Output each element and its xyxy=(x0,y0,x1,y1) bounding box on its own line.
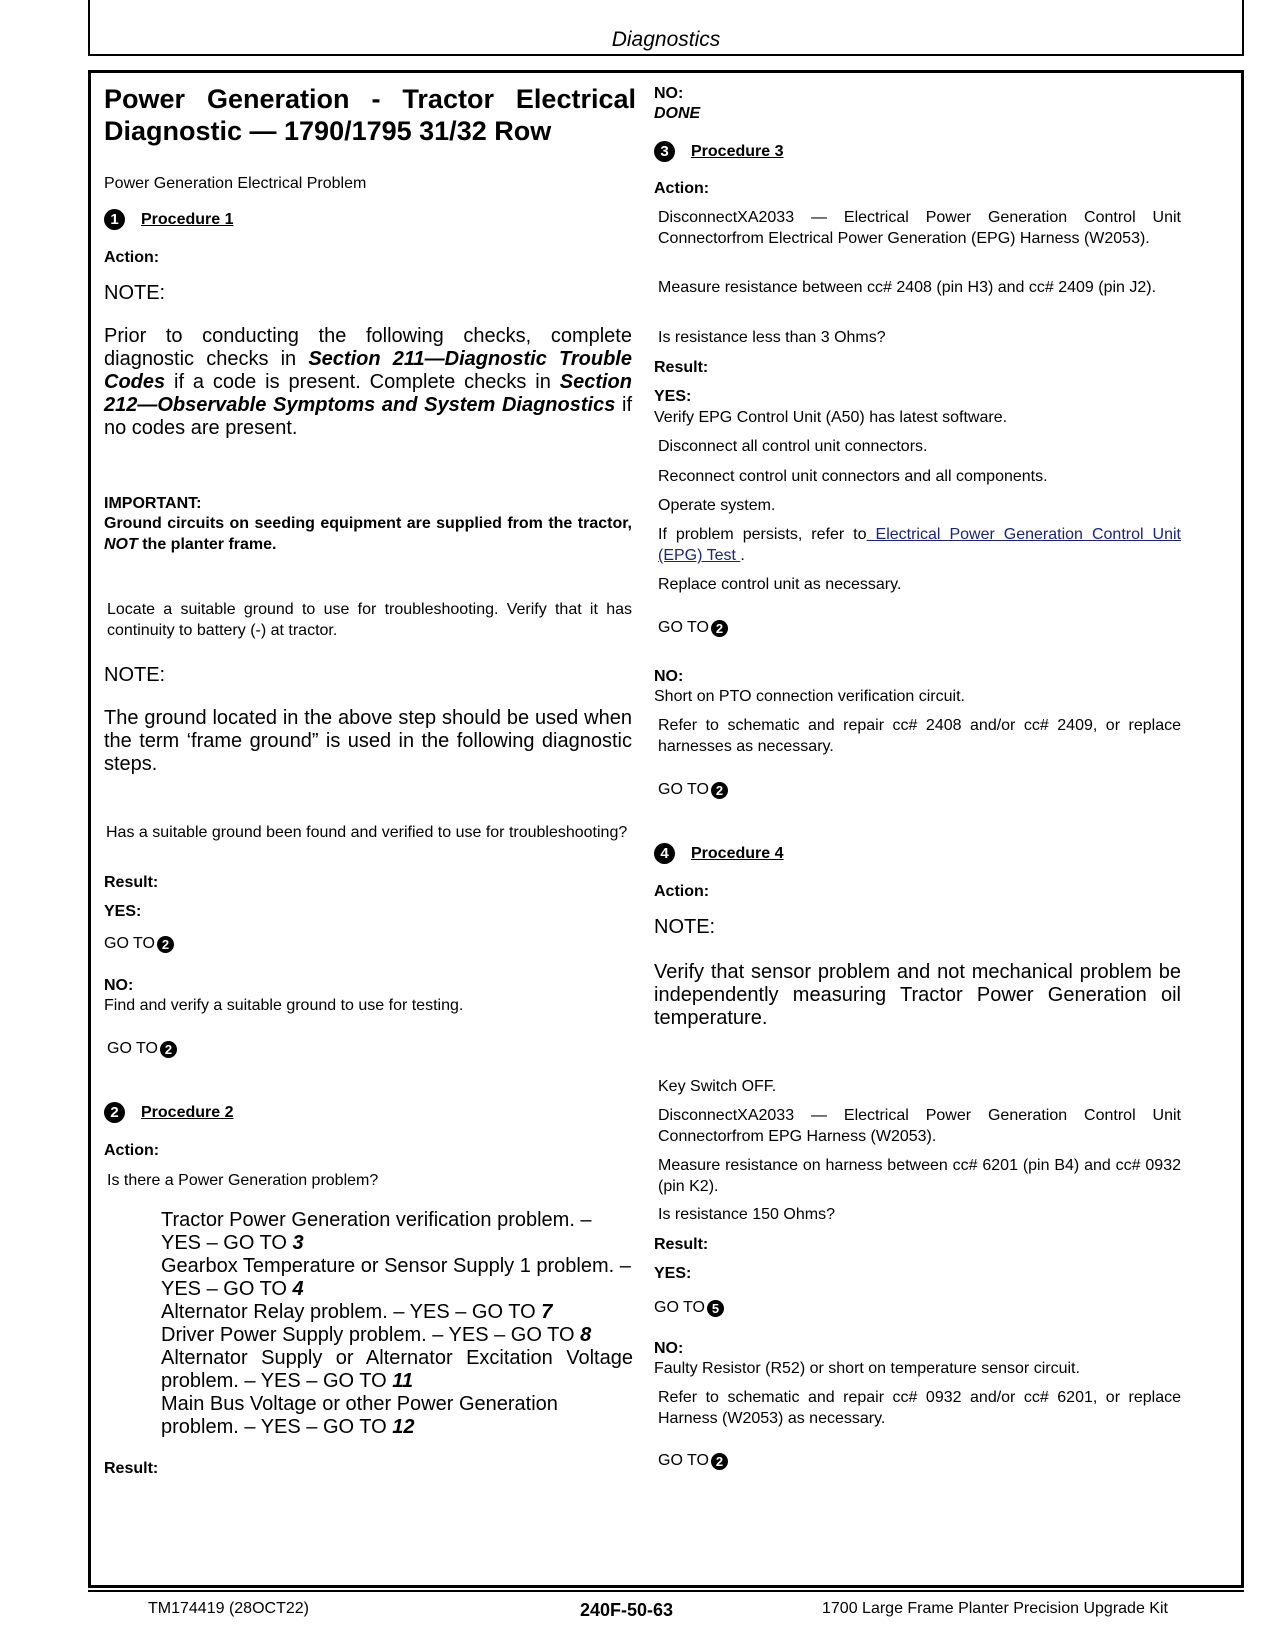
goto-step[interactable] xyxy=(658,781,728,799)
result-label: Result: xyxy=(654,359,709,376)
yes-step-1: Verify EPG Control Unit (A50) has latest software. xyxy=(654,409,1008,426)
problem-list xyxy=(161,1209,633,1439)
list-item-text: Driver Power Supply problem. – YES – GO TO xyxy=(161,1324,581,1346)
footer-doc-id: TM174419 (28OCT22) xyxy=(148,1600,309,1617)
no-label: NO: xyxy=(654,1340,684,1357)
note-label: NOTE: xyxy=(104,664,166,686)
procedure-4-step-2: DisconnectXA2033 — Electrical Power Generation Control Unit Connectorfrom EPG Harness (W2053). xyxy=(658,1107,1181,1145)
list-item-step: 3 xyxy=(292,1232,304,1254)
list-item-text: Alternator Relay problem. – YES – GO TO xyxy=(161,1301,542,1323)
procedure-2-label: Procedure 2 xyxy=(141,1103,234,1121)
locate-ground-step: Locate a suitable ground to use for troubleshooting. Verify that it has continuity to battery (-) at tractor. xyxy=(107,601,632,639)
list-item-step: 12 xyxy=(392,1416,415,1438)
goto-step[interactable] xyxy=(104,935,174,953)
footer-product: 1700 Large Frame Planter Precision Upgrade Kit xyxy=(822,1600,1168,1617)
footer-divider xyxy=(88,1590,1244,1592)
step-number-icon: 1 xyxy=(104,209,125,230)
procedure-3-label: Procedure 3 xyxy=(691,142,784,160)
question-2: Is there a Power Generation problem? xyxy=(107,1172,379,1189)
list-item-step: 4 xyxy=(292,1278,304,1300)
procedure-4-question: Is resistance 150 Ohms? xyxy=(658,1206,835,1223)
section-212-reference: Section 212—Observable Symptoms and System Diagnostics xyxy=(104,371,632,416)
section-211-reference: Section 211—Diagnostic Trouble Codes xyxy=(104,348,632,393)
procedure-2-heading xyxy=(104,1102,233,1123)
step-number-icon: 2 xyxy=(711,620,728,637)
important-emphasis: NOT xyxy=(104,536,138,553)
no-label: NO: xyxy=(654,668,684,685)
subtitle: Power Generation Electrical Problem xyxy=(104,175,367,192)
list-item[interactable] xyxy=(161,1255,633,1301)
header-title: Diagnostics xyxy=(611,28,721,51)
result-label: Result: xyxy=(654,1236,709,1253)
note-label: NOTE: xyxy=(654,916,716,938)
step-number-icon: 2 xyxy=(104,1102,125,1123)
procedure-1-heading xyxy=(104,209,233,230)
no-step-2: Refer to schematic and repair cc# 2408 and/or cc# 2409, or replace harnesses as necessary. xyxy=(658,717,1181,755)
question-1: Has a suitable ground been found and verified to use for troubleshooting? xyxy=(106,824,628,841)
procedure-4-step-1: Key Switch OFF. xyxy=(658,1078,777,1095)
no-label: NO: xyxy=(654,85,684,102)
step-number-icon: 3 xyxy=(654,141,675,162)
yes-label: YES: xyxy=(104,903,142,920)
procedure-3-question: Is resistance less than 3 Ohms? xyxy=(658,329,886,346)
no-1-text: Find and verify a suitable ground to use for testing. xyxy=(104,997,464,1014)
procedure-4-label: Procedure 4 xyxy=(691,844,784,862)
no-step-1: Faulty Resistor (R52) or short on temperature sensor circuit. xyxy=(654,1360,1080,1377)
list-item[interactable] xyxy=(161,1347,633,1393)
yes-label: YES: xyxy=(654,388,692,405)
list-item-text: Alternator Supply or Alternator Excitation Voltage problem. – YES – GO TO xyxy=(161,1347,633,1392)
no-step-2: Refer to schematic and repair cc# 0932 and/or cc# 6201, or replace Harness (W2053) as necessary. xyxy=(658,1389,1181,1427)
note-text-part: if no codes are present. xyxy=(104,394,633,439)
yes-step-3: Reconnect control unit connectors and all components. xyxy=(658,468,1048,485)
step-number-icon: 2 xyxy=(160,1041,177,1058)
step-number-icon: 5 xyxy=(707,1300,724,1317)
goto-step[interactable] xyxy=(658,1452,728,1470)
important-text-part: Ground circuits on seeding equipment are supplied from the tractor, xyxy=(104,515,632,532)
list-item[interactable] xyxy=(161,1209,633,1255)
important-label: IMPORTANT: xyxy=(104,495,202,512)
note-text-part: Prior to conducting the following checks, complete diagnostic checks in xyxy=(104,325,632,370)
note-label: NOTE: xyxy=(104,282,166,304)
yes-step-5-text: . xyxy=(740,547,745,564)
procedure-3-heading xyxy=(654,141,783,162)
step-number-icon: 4 xyxy=(654,843,675,864)
result-label: Result: xyxy=(104,1460,159,1477)
procedure-4-step-3: Measure resistance on harness between cc# 6201 (pin B4) and cc# 0932 (pin K2). xyxy=(658,1157,1181,1195)
action-label: Action: xyxy=(654,180,710,197)
goto-label: GO TO xyxy=(654,1299,705,1316)
yes-label: YES: xyxy=(654,1265,692,1282)
step-number-icon: 2 xyxy=(157,936,174,953)
note-text xyxy=(104,325,632,440)
action-label: Action: xyxy=(654,883,710,900)
yes-step-5-text: If problem persists, refer to xyxy=(658,526,867,543)
step-number-icon: 2 xyxy=(711,782,728,799)
list-item-step: 11 xyxy=(392,1370,413,1392)
yes-step-2: Disconnect all control unit connectors. xyxy=(658,438,928,455)
goto-label: GO TO xyxy=(107,1040,158,1057)
list-item-step: 8 xyxy=(580,1324,592,1346)
goto-label: GO TO xyxy=(658,1452,709,1469)
important-text-part: the planter frame. xyxy=(137,536,277,553)
procedure-1-label: Procedure 1 xyxy=(141,210,234,228)
no-step-1: Short on PTO connection verification circuit. xyxy=(654,688,965,705)
procedure-4-note: Verify that sensor problem and not mechanical problem be independently measuring Tractor Power Generation oil temperature. xyxy=(654,961,1181,1029)
yes-step-4: Operate system. xyxy=(658,497,776,514)
page-header xyxy=(88,0,1244,56)
list-item-text: Gearbox Temperature or Sensor Supply 1 problem. – YES – GO TO xyxy=(161,1255,631,1300)
step-number-icon: 2 xyxy=(711,1453,728,1470)
footer-page-number: 240F-50-63 xyxy=(580,1600,674,1620)
goto-step[interactable] xyxy=(658,619,728,637)
note-2-text: The ground located in the above step should be used when the term ‘frame ground” is used in the following diagnostic steps. xyxy=(104,707,632,775)
page-title: Power Generation - Tractor Electrical Diagnostic — 1790/1795 31/32 Row xyxy=(104,84,636,146)
main-content-box xyxy=(88,70,1244,1588)
list-item-text: Main Bus Voltage or other Power Generation problem. – YES – GO TO xyxy=(161,1393,558,1438)
list-item-step: 7 xyxy=(541,1301,553,1323)
goto-step[interactable] xyxy=(107,1040,177,1058)
yes-step-6: Replace control unit as necessary. xyxy=(658,576,902,593)
procedure-3-step-2: Measure resistance between cc# 2408 (pin H3) and cc# 2409 (pin J2). xyxy=(658,279,1157,296)
no-label: NO: xyxy=(104,977,134,994)
epg-test-link[interactable]: Electrical Power Generation Control Unit (EPG) Test xyxy=(658,526,1181,564)
list-item[interactable] xyxy=(161,1301,633,1324)
action-label: Action: xyxy=(104,1142,160,1159)
list-item-text: Tractor Power Generation verification problem. – YES – GO TO xyxy=(161,1209,592,1254)
yes-step-5 xyxy=(658,524,1181,566)
result-label: Result: xyxy=(104,874,159,891)
goto-label: GO TO xyxy=(658,781,709,798)
important-text xyxy=(104,513,632,555)
procedure-4-heading xyxy=(654,843,783,864)
action-label: Action: xyxy=(104,249,160,266)
done-label: DONE xyxy=(654,105,701,122)
goto-label: GO TO xyxy=(104,935,155,952)
list-item[interactable] xyxy=(161,1324,633,1347)
goto-step[interactable] xyxy=(654,1299,724,1317)
note-text-part: if a code is present. Complete checks in xyxy=(165,371,560,393)
list-item[interactable] xyxy=(161,1393,633,1439)
goto-label: GO TO xyxy=(658,619,709,636)
procedure-3-step-1: DisconnectXA2033 — Electrical Power Generation Control Unit Connectorfrom Electrical Power Generation (EPG) Harness (W2053). xyxy=(658,209,1181,247)
